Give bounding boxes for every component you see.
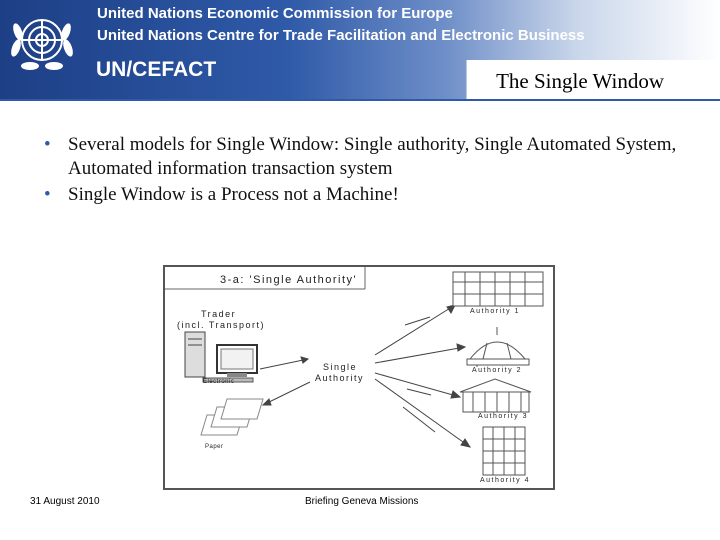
bullet-item (40, 133, 700, 181)
un-emblem-icon (6, 6, 78, 78)
authority-label: Authority 3 (478, 413, 528, 420)
bullet-icon: • (44, 184, 51, 205)
paper-stack-icon (201, 399, 263, 435)
header-org-line2: United Nations Centre for Trade Facilitation and Electronic Business (97, 27, 585, 44)
single-authority-diagram (163, 265, 555, 490)
header-divider (0, 99, 720, 101)
computer-icon (185, 332, 257, 382)
authority-2-dome-icon (467, 327, 529, 367)
authority-label: Authority 1 (470, 308, 520, 315)
electronic-label: Electronic (203, 379, 235, 385)
bullet-list (40, 133, 700, 209)
footer-date: 31 August 2010 (30, 496, 100, 507)
footer-center-text: Briefing Geneva Missions (305, 496, 419, 507)
authority-label: Authority 2 (472, 367, 522, 374)
single-authority-label-line2: Authority (315, 373, 365, 383)
trader-sublabel: (incl. Transport) (177, 320, 266, 330)
bullet-icon: • (44, 134, 51, 155)
bullet-item (40, 183, 700, 207)
authority-4-building-icon (483, 427, 525, 475)
authority-1-building-icon (453, 272, 543, 306)
paper-label: Paper (205, 444, 224, 450)
slide-title: The Single Window (496, 69, 664, 93)
header-org-line1: United Nations Economic Commission for Europe (97, 5, 453, 22)
bullet-text: Single Window is a Process not a Machine! (68, 184, 399, 205)
header-brand: UN/CEFACT (96, 58, 217, 81)
trader-label: Trader (201, 309, 237, 319)
diagram-caption: 3-a: 'Single Authority' (220, 274, 358, 286)
authority-label: Authority 4 (480, 477, 530, 484)
bullet-text: Several models for Single Window: Single authority, Single Automated System, Automated information transaction system (68, 134, 677, 179)
single-authority-label-line1: Single (323, 362, 358, 372)
authority-3-building-icon (460, 379, 531, 412)
